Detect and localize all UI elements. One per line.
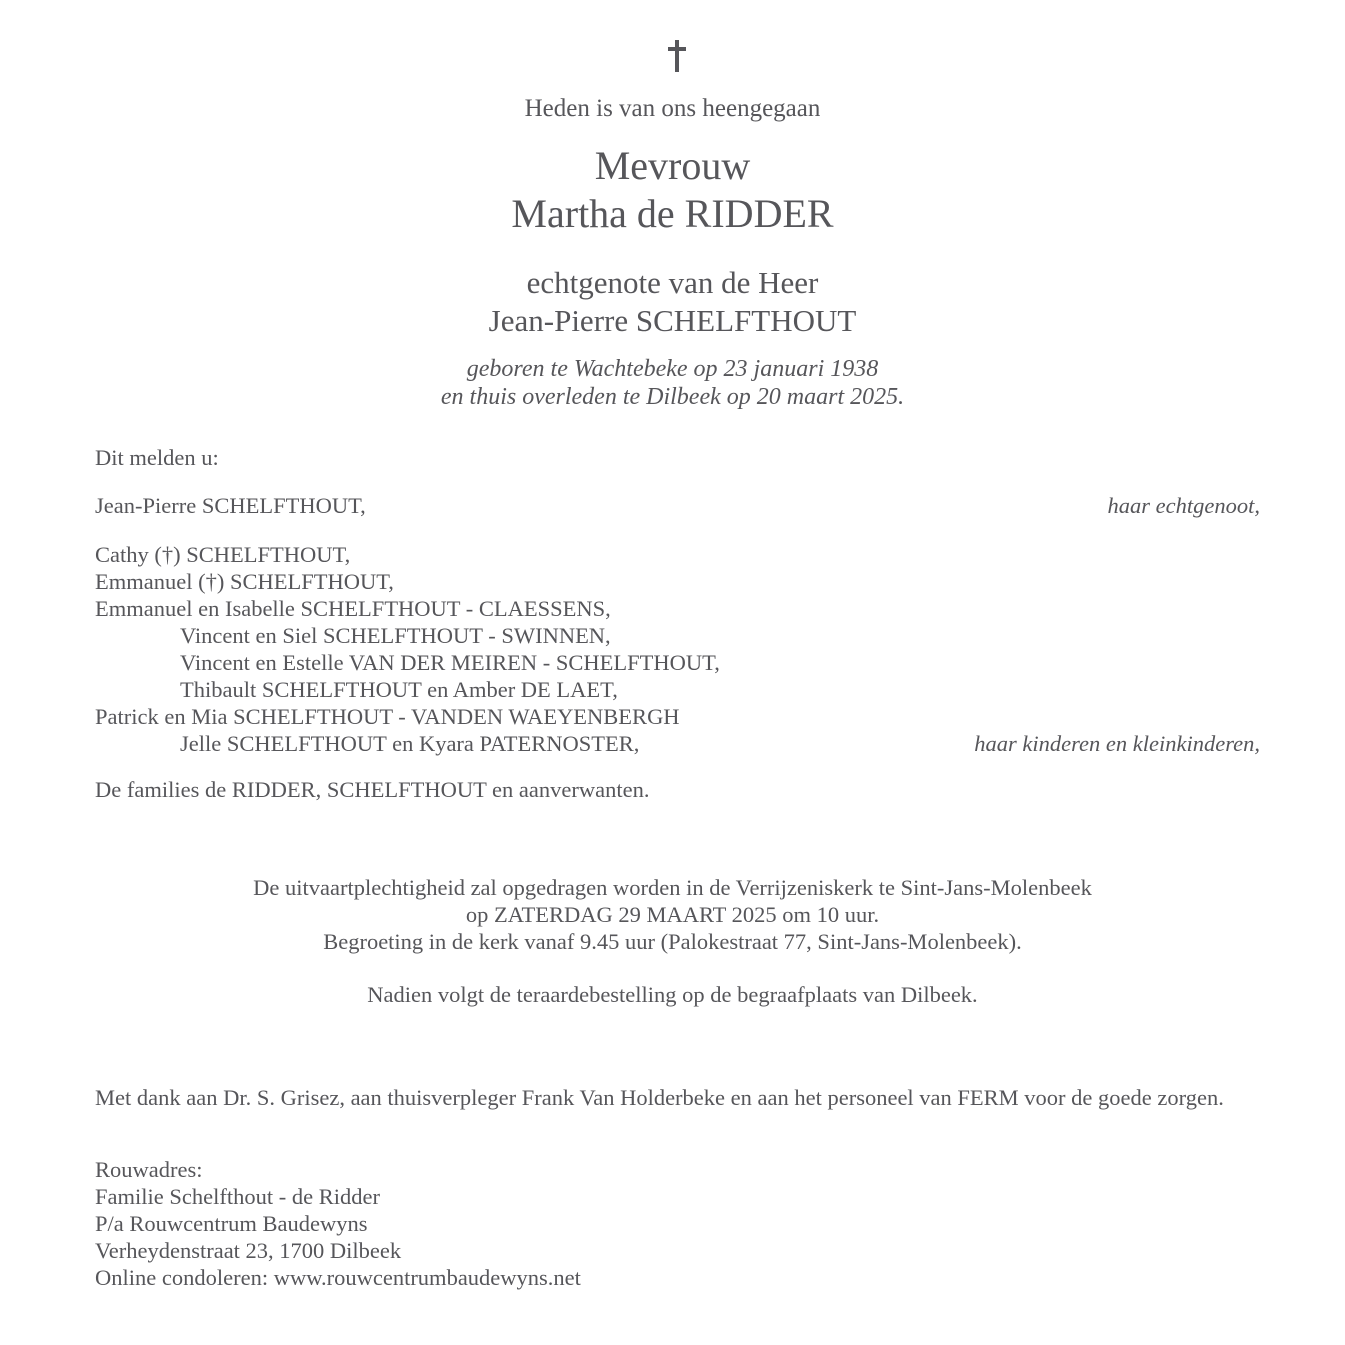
family-member-line: Emmanuel en Isabelle SCHELFTHOUT - CLAESSENS, <box>95 596 611 621</box>
mourning-address-family: Familie Schelfthout - de Ridder <box>95 1184 380 1209</box>
announcement-label: Dit melden u: <box>95 445 219 470</box>
spouse-of-block <box>0 264 1345 340</box>
deceased-title-block <box>0 142 1345 238</box>
spouse-announcer-name: Jean-Pierre SCHELFTHOUT, <box>95 493 366 518</box>
family-member-line: Patrick en Mia SCHELFTHOUT - VANDEN WAEYENBERGH <box>95 704 680 729</box>
family-member-line: Vincent en Siel SCHELFTHOUT - SWINNEN, <box>180 623 611 648</box>
cross-icon-horizontal-bar <box>668 47 686 51</box>
spouse-relation-label: haar echtgenoot, <box>1107 493 1260 518</box>
service-line2: op ZATERDAG 29 MAART 2025 om 10 uur. <box>465 902 880 927</box>
spouse-of-line1: echtgenote van de Heer <box>526 265 819 300</box>
service-line3: Begroeting in de kerk vanaf 9.45 uur (Palokestraat 77, Sint-Jans-Molenbeek). <box>323 929 1022 954</box>
spouse-of-line2: Jean-Pierre SCHELFTHOUT <box>488 303 857 338</box>
spouse-announcer-row <box>0 492 1345 519</box>
deceased-salutation: Mevrouw <box>594 143 751 188</box>
mourning-address-block <box>0 1156 1345 1291</box>
birth-line: geboren te Wachtebeke op 23 januari 1938 <box>466 356 879 382</box>
children-relation-label: haar kinderen en kleinkinderen, <box>974 731 1260 756</box>
mourning-address-street: Verheydenstraat 23, 1700 Dilbeek <box>95 1238 402 1263</box>
cross-icon <box>668 40 686 72</box>
family-member-line: Emmanuel (†) SCHELFTHOUT, <box>95 569 394 594</box>
service-block <box>0 874 1345 955</box>
family-member-line: Thibault SCHELFTHOUT en Amber DE LAET, <box>180 677 618 702</box>
mourning-address-label: Rouwadres: <box>95 1157 203 1182</box>
mourning-address-condolence-url: Online condoleren: www.rouwcentrumbaudewyns.net <box>95 1265 581 1290</box>
family-last-row <box>95 730 1260 757</box>
families-line: De families de RIDDER, SCHELFTHOUT en aanverwanten. <box>95 777 650 802</box>
family-member-line: Cathy (†) SCHELFTHOUT, <box>95 542 351 567</box>
family-list <box>0 541 1345 757</box>
service-line1: De uitvaartplechtigheid zal opgedragen worden in de Verrijzeniskerk te Sint-Jans-Molenbeek <box>253 875 1092 900</box>
death-line: en thuis overleden te Dilbeek op 20 maart 2025. <box>440 384 905 410</box>
thanks-line: Met dank aan Dr. S. Grisez, aan thuisverpleger Frank Van Holderbeke en aan het personeel van FERM voor de goede zorgen. <box>95 1085 1224 1110</box>
mourning-address-center: P/a Rouwcentrum Baudewyns <box>95 1211 368 1236</box>
family-member-line: Jelle SCHELFTHOUT en Kyara PATERNOSTER, <box>180 731 640 756</box>
deceased-name: Martha de RIDDER <box>511 191 834 236</box>
burial-line: Nadien volgt de teraardebestelling op de begraafplaats van Dilbeek. <box>367 982 978 1007</box>
life-dates-block <box>0 355 1345 411</box>
family-member-line: Vincent en Estelle VAN DER MEIREN - SCHELFTHOUT, <box>180 650 720 675</box>
cross-icon-vertical-bar <box>675 40 679 72</box>
intro-line: Heden is van ons heengegaan <box>524 95 821 122</box>
